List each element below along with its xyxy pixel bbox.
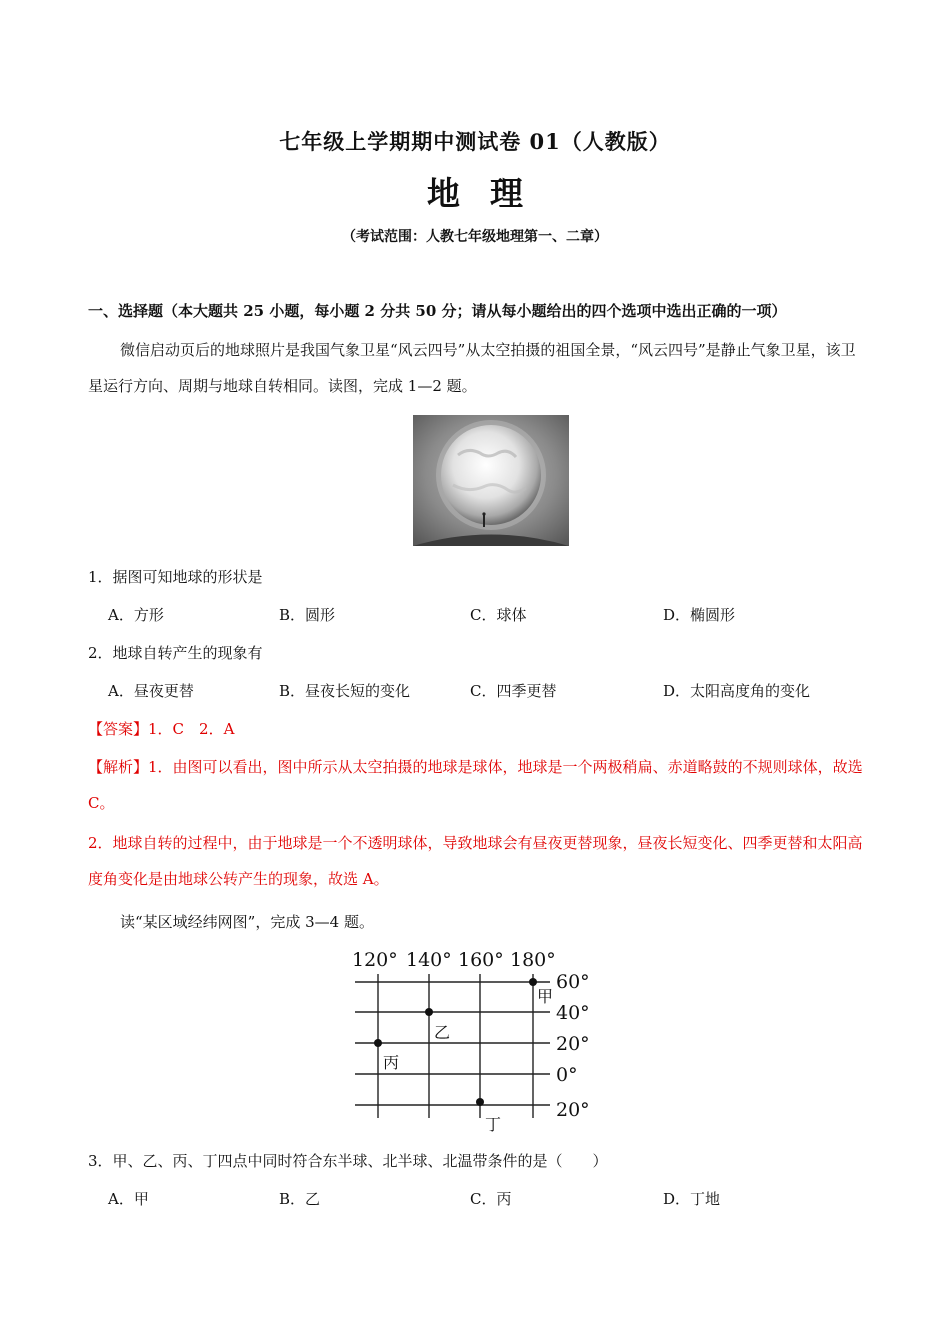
section-heading: 一、选择题（本大题共 25 小题，每小题 2 分共 50 分；请从每小题给出的四个选项中选出正确的一项）: [88, 302, 787, 320]
question-1-stem: 1．据图可知地球的形状是: [88, 568, 263, 586]
q3-option-b[interactable]: B．乙: [279, 1190, 321, 1208]
analysis-2: 2．地球自转的过程中，由于地球是一个不透明球体，导致地球会有昼夜更替现象，昼夜长短变化、四季更替和太阳高度角变化是由地球公转产生的现象，故选 A。: [88, 834, 863, 888]
point-bing: [374, 1039, 382, 1047]
lat-label-40: 40°: [556, 1002, 590, 1024]
q1-option-b[interactable]: B．圆形: [279, 606, 336, 624]
q3-option-c[interactable]: C．丙: [470, 1190, 512, 1208]
q1-option-d[interactable]: D．椭圆形: [663, 606, 736, 624]
answer-text: 1．C 2．A: [148, 720, 235, 738]
analysis-1: [88, 749, 868, 821]
page-title: 七年级上学期期中测试卷 01（人教版）: [279, 129, 671, 154]
q2-option-d[interactable]: D．太阳高度角的变化: [663, 682, 811, 700]
analysis-label: 【解析】: [88, 758, 149, 776]
lat-long-grid-map: [350, 942, 600, 1134]
passage-1: 微信启动页后的地球照片是我国气象卫星“风云四号”从太空拍摄的祖国全景，“风云四号”是静止气象卫星，该卫星运行方向、周期与地球自转相同。读图，完成 1—2 题。: [88, 341, 856, 395]
point-label-yi: 乙: [434, 1023, 451, 1042]
lat-label-60: 60°: [556, 971, 590, 993]
analysis-text-1: 1．由图可以看出，图中所示从太空拍摄的地球是球体，地球是一个两极稍扁、赤道略鼓的不规则球体，故选 C。: [88, 758, 863, 812]
q2-option-c[interactable]: C．四季更替: [470, 682, 557, 700]
q1-option-a[interactable]: A．方形: [108, 606, 164, 624]
q1-option-c[interactable]: C．球体: [470, 606, 527, 624]
point-label-bing: 丙: [383, 1053, 400, 1072]
answer-line: [88, 718, 234, 739]
lat-label-0: 0°: [556, 1064, 578, 1086]
exam-scope: （考试范围：人教七年级地理第一、二章）: [342, 229, 608, 245]
lon-label-120: 120°: [352, 949, 398, 971]
q2-option-b[interactable]: B．昼夜长短的变化: [279, 682, 411, 700]
passage-2: 读“某区域经纬网图”，完成 3—4 题。: [120, 913, 374, 931]
q3-option-a[interactable]: A．甲: [108, 1190, 149, 1208]
point-label-ding: 丁: [485, 1115, 502, 1134]
lon-label-160: 160°: [458, 949, 504, 971]
lat-label-20s: 20°: [556, 1099, 590, 1121]
lon-label-140: 140°: [406, 949, 452, 971]
question-3-stem: 3．甲、乙、丙、丁四点中同时符合东半球、北半球、北温带条件的是（ ）: [88, 1152, 608, 1170]
point-label-jia: 甲: [537, 987, 554, 1006]
point-yi: [425, 1008, 433, 1016]
answer-label: 【答案】: [88, 720, 149, 738]
question-2-stem: 2．地球自转产生的现象有: [88, 644, 263, 662]
lat-label-20n: 20°: [556, 1033, 590, 1055]
subject-title: 地理: [427, 174, 553, 213]
point-jia: [529, 978, 537, 986]
earth-photo: [413, 415, 569, 546]
point-ding: [476, 1098, 484, 1106]
q2-option-a[interactable]: A．昼夜更替: [108, 682, 194, 700]
lon-label-180: 180°: [510, 949, 556, 971]
q3-option-d[interactable]: D．丁地: [663, 1190, 721, 1208]
